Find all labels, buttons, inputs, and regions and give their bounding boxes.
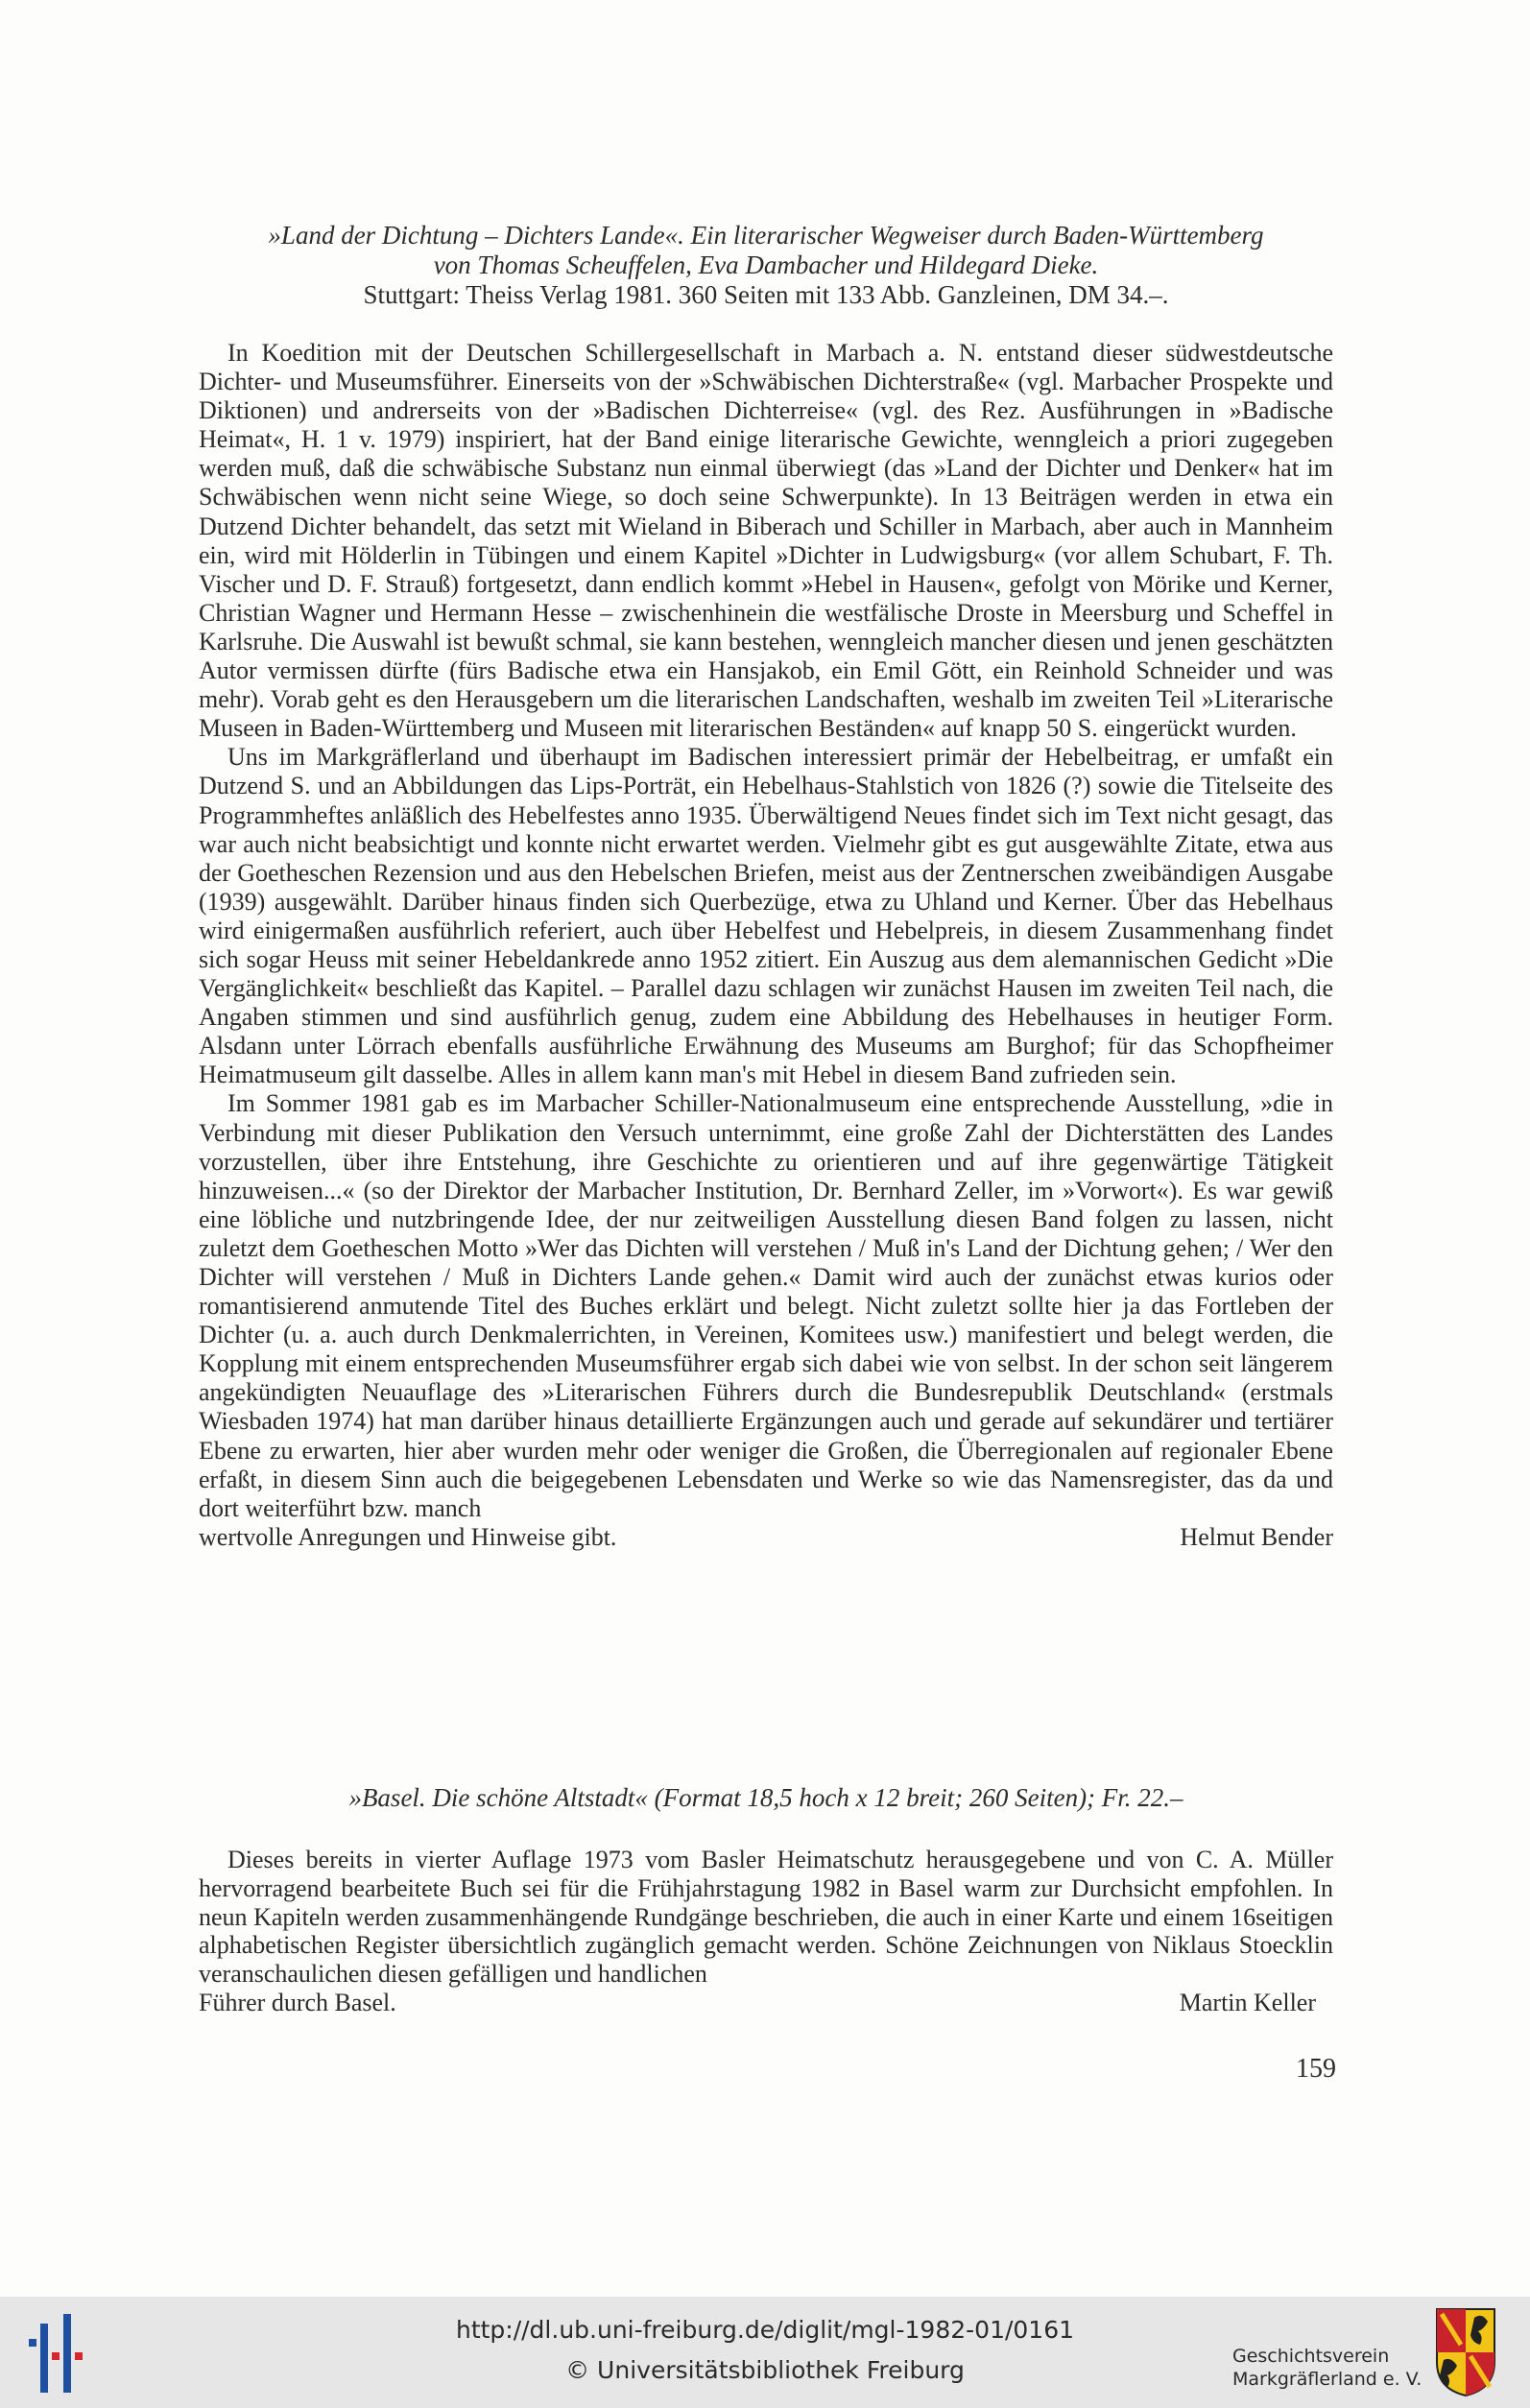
review-heading <box>199 221 1333 310</box>
society-name-line-1: Geschichtsverein <box>1232 2346 1390 2367</box>
copyright-notice: © Universitätsbibliothek Freiburg <box>565 2356 965 2384</box>
society-name <box>1232 2345 1424 2391</box>
paragraph-last-line: wertvolle Anregungen und Hinweise gibt. <box>199 1522 617 1551</box>
paragraph: Dieses bereits in vierter Auflage 1973 vom Basler Heimatschutz herausgegebene und von C. A. Müller hervorragend bearbeitete Buch sei für die Frühjahrstagung 1982 in Basel warm zur Durchsicht empfohlen. In neun Kapiteln werden zusammenhängende Rundgänge beschrieben, die auch in einer Karte und einem 16seitigen alphabetischen Register übersichtlich zugänglich gemacht werden. Schöne Zeichnungen von Niklaus Stoecklin veranschaulichen diesen gefälligen und handlichen <box>199 1846 1333 1989</box>
society-name-line-2: Markgräflerland e. V. <box>1232 2369 1422 2390</box>
review-basel <box>199 1783 1333 2017</box>
review-author: Helmut Bender <box>1180 1522 1333 1551</box>
book-title-line-1: »Land der Dichtung – Dichters Lande«. Ein literarischer Wegweiser durch Baden-Württemberg <box>268 221 1264 250</box>
review-heading <box>199 1783 1333 1813</box>
paragraph-last-line: Führer durch Basel. <box>199 1988 396 2016</box>
review-body <box>199 339 1333 1552</box>
signature-line <box>199 1523 1333 1552</box>
permalink-url[interactable]: http://dl.ub.uni-freiburg.de/diglit/mgl-1982-01/0161 <box>455 2316 1075 2344</box>
paragraph: Im Sommer 1981 gab es im Marbacher Schiller-Nationalmuseum eine entsprechende Ausstellung, »die in Verbindung mit dieser Publikation den Versuch unternimmt, eine große Zahl der Dichterstätten des Landes vorzustellen, über ihre Entstehung, ihre Geschichte zu orientieren und auf ihre gegenwärtige Tätigkeit hinzuweisen...« (so der Direktor der Marbacher Institution, Dr. Bernhard Zeller, im »Vorwort«). Es war gewiß eine löbliche und nutzbringende Idee, der nur zeitweiligen Ausstellung diesen Band folgen zu lassen, nicht zuletzt dem Goetheschen Motto »Wer das Dichten will verstehen / Muß in's Land der Dichtung gehen; / Wer den Dichter will verstehen / Muß in Dichters Lande gehen.« Damit wird auch der zunächst etwas kurios oder romantisierend anmutende Titel des Buches erklärt und belegt. Nicht zuletzt sollte hier ja das Fortleben der Dichter (u. a. auch durch Denkmalerrichten, in Vereinen, Komitees usw.) manifestiert und belegt werden, die Kopplung mit einem entsprechenden Museumsführer ergab sich dabei wie von selbst. In der schon seit längerem angekündigten Neuauflage des »Literarischen Führers durch die Bundesrepublik Deutschland« (erstmals Wiesbaden 1974) hat man darüber hinaus detaillierte Ergänzungen auch und gerade auf sekundärer und tertiärer Ebene zu erwarten, hier aber wurden mehr oder weniger die Großen, die Überregionalen auf regionaler Ebene erfaßt, in diesem Sinn auch die beigegebenen Lebensdaten und Werke so wie das Namensregister, das da und dort weiterführt bzw. manch <box>199 1089 1333 1522</box>
book-title: »Basel. Die schöne Altstadt« (Format 18,5 hoch x 12 breit; 260 Seiten); Fr. 22.– <box>348 1783 1183 1812</box>
signature-line <box>199 1989 1333 2017</box>
paragraph: In Koedition mit der Deutschen Schillergesellschaft in Marbach a. N. entstand dieser südwestdeutsche Dichter- und Museumsführer. Einerseits von der »Schwäbischen Dichterstraße« (vgl. Marbacher Prospekte und Diktionen) und andrerseits von der »Badischen Dichterreise« (vgl. des Rez. Ausführungen in »Badische Heimat«, H. 1 v. 1979) inspiriert, hat der Band einige literarische Gewichte, wenngleich a priori zugegeben werden muß, daß die schwäbische Substanz nun einmal überwiegt (das »Land der Dichter und Denker« hat im Schwäbischen wenn nicht seine Wiege, so doch seine Schwerpunkte). In 13 Beiträgen werden in etwa ein Dutzend Dichter behandelt, das setzt mit Wieland in Biberach und Schiller in Marbach, aber auch in Mannheim ein, wird mit Hölderlin in Tübingen und einem Kapitel »Dichter in Ludwigsburg« (vor allem Schubart, F. Th. Vischer und D. F. Strauß) fortgesetzt, dann endlich kommt »Hebel in Hausen«, gefolgt von Mörike und Kerner, Christian Wagner und Hermann Hesse – zwischenhinein die westfälische Droste in Meersburg und Scheffel in Karlsruhe. Die Auswahl ist bewußt schmal, sie kann bestehen, wenngleich mancher diesen und jenen geschätzten Autor vermissen dürfte (fürs Badische etwa ein Hansjakob, ein Emil Gött, ein Reinhold Schneider und was mehr). Vorab geht es den Herausgebern um die literarischen Landschaften, weshalb im zweiten Teil »Literarische Museen in Baden-Württemberg und Museen mit literarischen Beständen« auf knapp 50 S. eingerückt wurden. <box>199 339 1333 743</box>
digital-library-footer <box>0 2297 1530 2408</box>
publication-info: Stuttgart: Theiss Verlag 1981. 360 Seiten mit 133 Abb. Ganzleinen, DM 34.–. <box>363 280 1169 309</box>
book-title-line-2: von Thomas Scheuffelen, Eva Dambacher und Hildegard Dieke. <box>433 250 1099 279</box>
page-number: 159 <box>1296 2054 1336 2084</box>
paragraph: Uns im Markgräflerland und überhaupt im Badischen interessiert primär der Hebelbeitrag, er umfaßt ein Dutzend S. und an Abbildungen das Lips-Porträt, ein Hebelhaus-Stahlstich von 1826 (?) sowie die Titelseite des Programmheftes anläßlich des Hebelfestes anno 1935. Überwältigend Neues findet sich im Text nicht gesagt, das war auch nicht beabsichtigt und konnte nicht erwartet werden. Vielmehr gibt es gut ausgewählte Zitate, etwa aus der Goetheschen Rezension und aus den Hebelschen Briefen, meist aus der Zentnerschen zweibändigen Ausgabe (1939) ausgewählt. Darüber hinaus finden sich Querbezüge, etwa zu Uhland und Kerner. Über das Hebelhaus wird einigermaßen ausführlich referiert, auch über Hebelfest und Hebelpreis, in diesem Zusammenhang findet sich sogar Heuss mit seiner Hebeldankrede anno 1952 zitiert. Ein Auszug aus dem alemannischen Gedicht »Die Vergänglichkeit« beschließt das Kapitel. – Parallel dazu schlagen wir zunächst Hausen im zweiten Teil nach, die Angaben stimmen und sind ausführlich genug, zudem eine Abbildung des Hebelhauses in heutiger Form. Alsdann unter Lörrach ebenfalls ausführliche Erwähnung des Museums am Burghof; für das Schopfheimer Heimatmuseum gilt dasselbe. Alles in allem kann man's mit Hebel in diesem Band zufrieden sein. <box>199 743 1333 1089</box>
review-body <box>199 1846 1333 2017</box>
coat-of-arms-icon <box>1434 2306 1497 2398</box>
review-author: Martin Keller <box>1179 1988 1316 2016</box>
review-land-der-dichtung <box>199 221 1333 1552</box>
